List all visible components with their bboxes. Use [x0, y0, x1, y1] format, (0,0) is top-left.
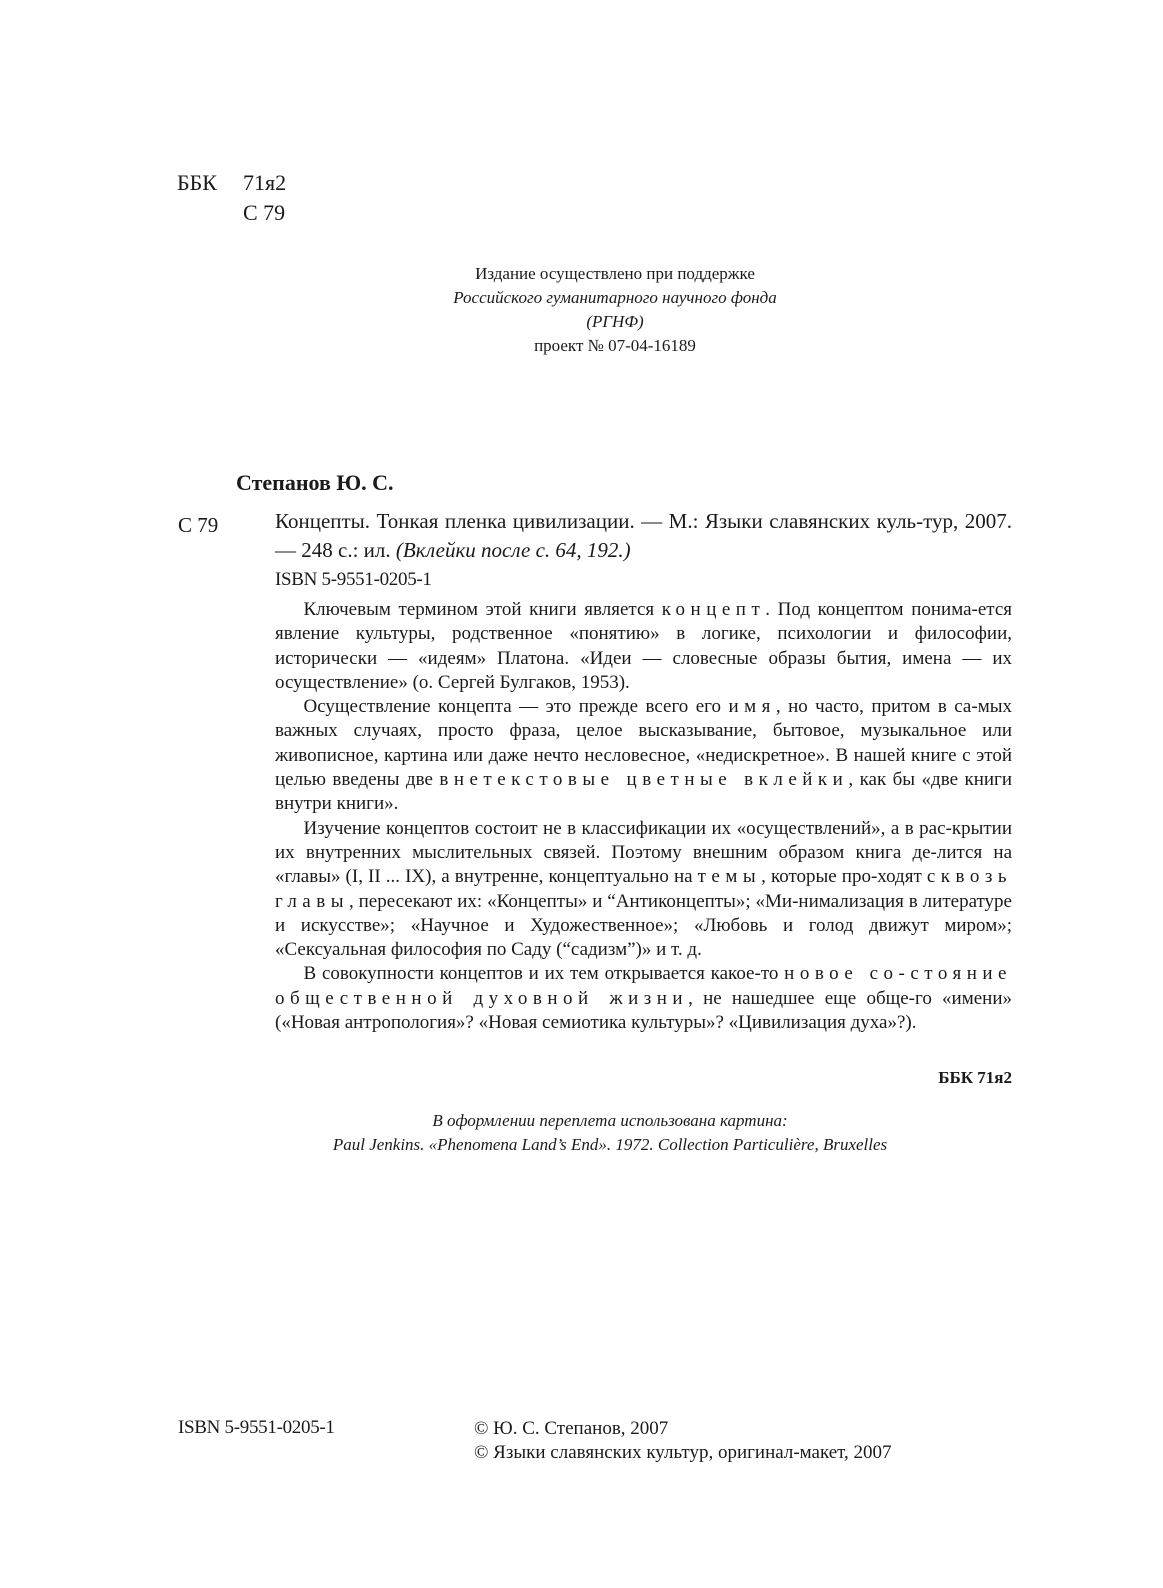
record-isbn: ISBN 5-9551-0205-1 [275, 569, 432, 590]
spaced-term: имя [728, 696, 776, 718]
bbk-block [177, 168, 287, 225]
grant-support-note [380, 262, 850, 358]
inserts-note: (Вклейки после с. 64, 192.) [395, 538, 631, 562]
copyright-author: © Ю. С. Степанов, 2007 [474, 1418, 669, 1439]
annotation-paragraph: Ключевым термином этой книги является концепт. Под концептом понима-ется явление культуры, родственное «понятию» в логике, психологии и философии, исторически — «идеям» Платона. «Идеи — словесные образы бытия, имена — их осуществление» (о. Сергей Булгаков, 1953). [275, 599, 1012, 693]
spaced-term: внетекстовые цветные вклейки [439, 769, 849, 791]
bbk-index-right: ББК 71я2 [938, 1068, 1012, 1087]
cover-note-line-1: В оформлении переплета использована картина: [432, 1111, 788, 1130]
support-line-2: Российского гуманитарного научного фонда [453, 288, 777, 307]
bibliographic-description [275, 507, 1012, 565]
cover-note [240, 1109, 980, 1157]
spaced-term: новое со-стояние общественной духовной жизни [275, 963, 1012, 1009]
cover-note-line-2: Paul Jenkins. «Phenomena Land’s End». 1972. Collection Particulière, Bruxelles [332, 1135, 888, 1154]
spaced-term: темы [697, 866, 762, 888]
copyright-block [474, 1417, 892, 1465]
footer-isbn: ISBN 5-9551-0205-1 [178, 1417, 335, 1438]
record-author: Степанов Ю. С. [236, 470, 394, 495]
record-mark: С 79 [178, 513, 219, 537]
bbk-code: 71я2 [243, 170, 287, 195]
annotation [275, 598, 1012, 1035]
copyright-publisher: © Языки славянских культур, оригинал-макет, 2007 [474, 1442, 892, 1463]
annotation-paragraph: Осуществление концепта — это прежде всего его имя, но часто, притом в са-мых важных случаях, просто фраза, целое высказывание, бытовое, музыкальное или живописное, картина или даже нечто несловесное, «недискретное». В нашей книге с этой целью введены две внетекстовые цветные вклейки, как бы «две книги внутри книги». [275, 696, 1012, 815]
support-line-1: Издание осуществлено при поддержке [475, 264, 755, 283]
annotation-paragraph: Изучение концептов состоит не в классификации их «осуществлений», а в рас-крытии их внутренних мыслительных связей. Поэтому внешним образом книга де-лится на «главы» (I, II ... IX), а внутренне, концептуально на темы, которые про-ходят сквозь главы, пересекают их: «Концепты» и “Антиконцепты»; «Ми-нимализация в литературе и искусстве»; «Научное и Художественное»; «Любовь и голод движут миром»; «Сексуальная философия по Саду (“садизм”)» и т. д. [275, 817, 1013, 961]
spaced-term: концепт [661, 599, 766, 620]
author-mark: С 79 [243, 200, 286, 225]
title-text: Концепты. Тонкая пленка цивилизации. — М.: Языки славянских куль-тур, 2007. — 248 с.: ил. [275, 509, 1012, 562]
annotation-paragraph: В совокупности концептов и их тем открывается какое-то новое со-стояние общественной духовной жизни, не нашедшее еще обще-го «имени» («Новая антропология»? «Новая семиотика культуры»? «Цивилизация духа»?). [275, 963, 1013, 1034]
bbk-label: ББК [177, 170, 217, 195]
support-line-3: (РГНФ) [586, 312, 644, 331]
spaced-term: сквозь главы [275, 866, 1013, 912]
support-line-4: проект № 07-04-16189 [534, 336, 696, 355]
